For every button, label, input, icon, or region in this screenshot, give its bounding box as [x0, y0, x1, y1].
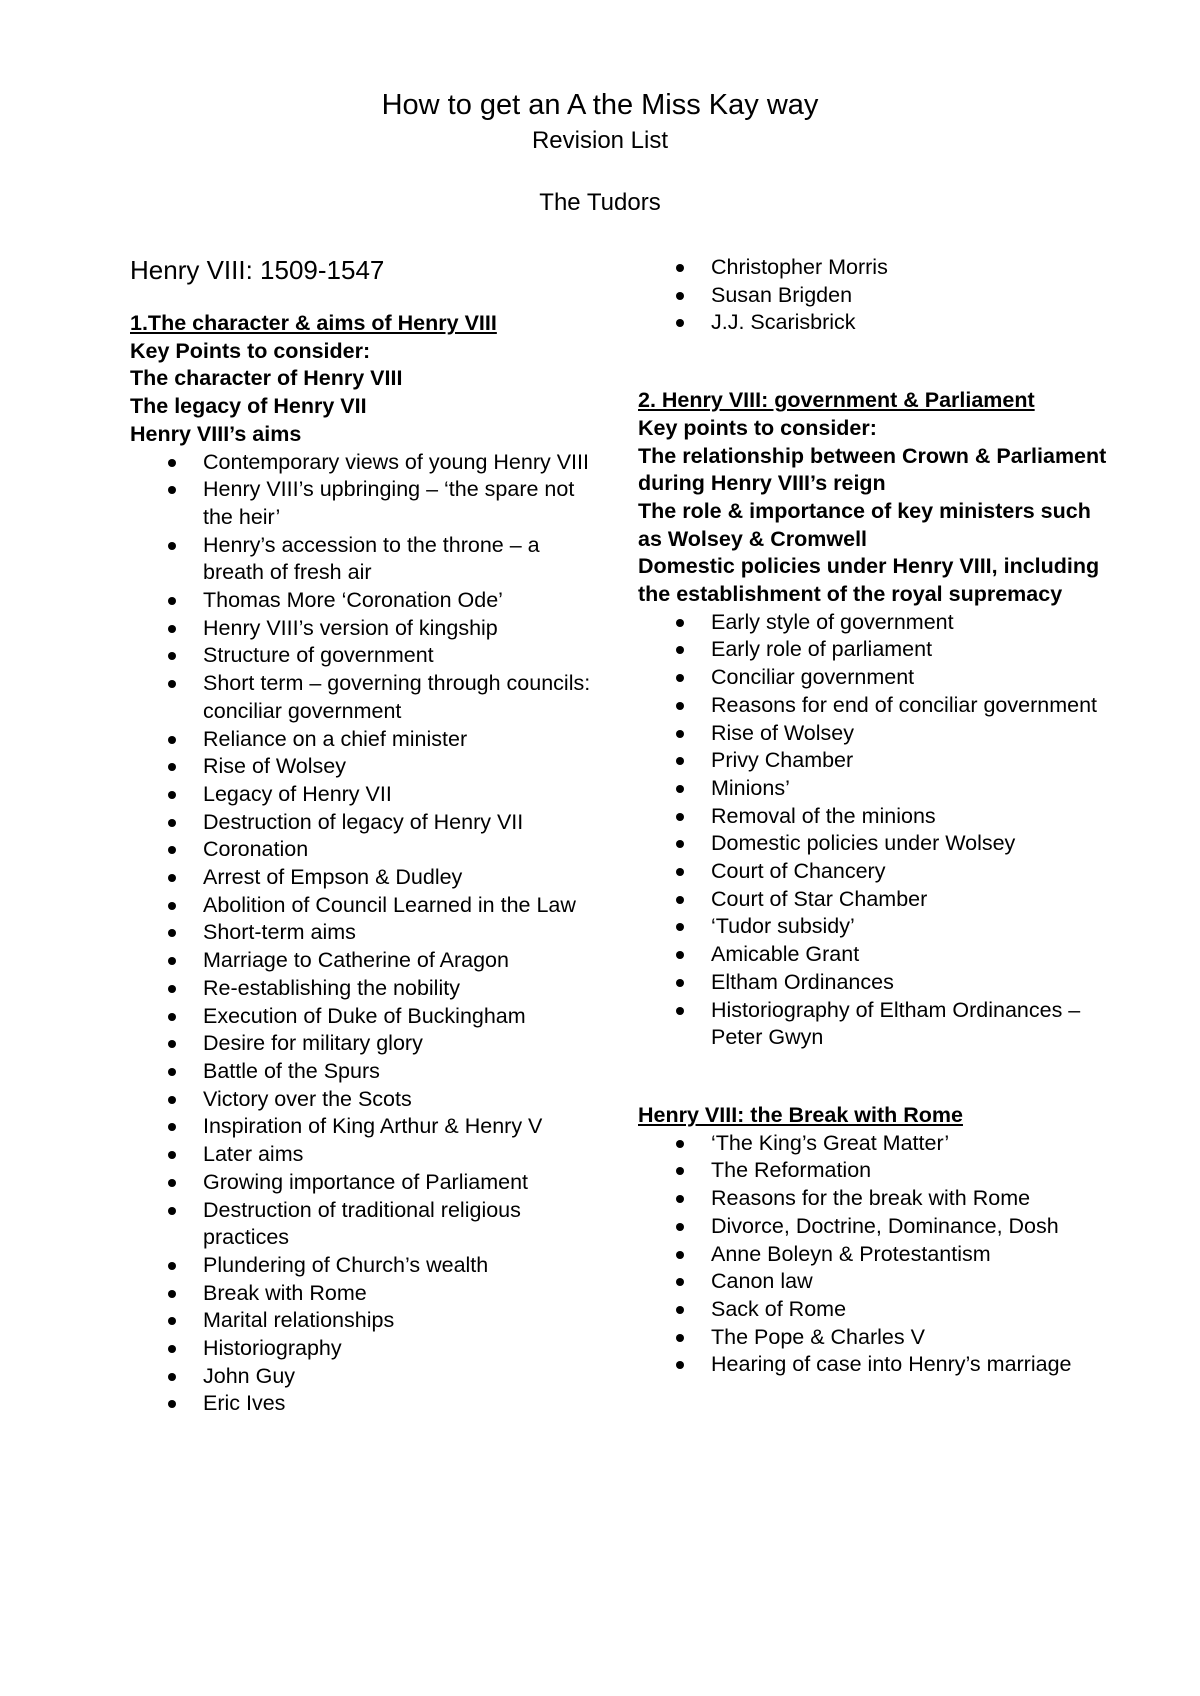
section-1-list: [130, 449, 600, 1419]
list-item-text: Domestic policies under Wolsey: [711, 831, 1016, 856]
list-item-text: Reasons for the break with Rome: [711, 1186, 1031, 1211]
list-item-text: Desire for military glory: [203, 1031, 423, 1056]
bullet-icon: [168, 1040, 176, 1048]
list-item-text: Destruction of traditional religious practices: [203, 1197, 521, 1250]
list-item: [638, 1268, 1108, 1296]
list-item: [638, 858, 1108, 886]
bullet-icon: [168, 902, 176, 910]
bullet-icon: [676, 979, 684, 987]
bullet-icon: [676, 896, 684, 904]
list-item-text: The Reformation: [711, 1158, 872, 1183]
list-item: [130, 864, 600, 892]
bullet-icon: [168, 1013, 176, 1021]
bullet-icon: [168, 597, 176, 605]
list-item: [130, 1141, 600, 1169]
bullet-icon: [168, 1151, 176, 1159]
list-item: [130, 1307, 600, 1335]
bullet-icon: [168, 652, 176, 660]
bullet-icon: [676, 702, 684, 710]
key-point-line: The role & importance of key ministers such as Wolsey & Cromwell: [638, 498, 1091, 551]
bullet-icon: [676, 1334, 684, 1342]
key-point-line: The relationship between Crown & Parliament during Henry VIII’s reign: [638, 443, 1107, 496]
bullet-icon: [676, 868, 684, 876]
bullet-icon: [168, 791, 176, 799]
list-item-text: Execution of Duke of Buckingham: [203, 1003, 526, 1028]
list-item: [130, 1280, 600, 1308]
list-item-text: Historiography of Eltham Ordinances – Peter Gwyn: [711, 997, 1081, 1050]
list-item-text: Rise of Wolsey: [203, 754, 346, 779]
bullet-icon: [168, 1345, 176, 1353]
list-item-text: Amicable Grant: [711, 942, 860, 967]
bullet-icon: [676, 619, 684, 627]
list-item-text: Historiography: [203, 1336, 342, 1361]
list-item-text: Privy Chamber: [711, 748, 854, 773]
list-item-text: Henry’s accession to the throne – a breath of fresh air: [203, 532, 540, 585]
bullet-icon: [168, 1179, 176, 1187]
section-2-key-points: [638, 415, 1108, 609]
list-item: [638, 969, 1108, 997]
list-item: [130, 1030, 600, 1058]
list-item-text: Rise of Wolsey: [711, 720, 854, 745]
list-item: [130, 1113, 600, 1141]
list-item: [638, 609, 1108, 637]
bullet-icon: [168, 1068, 176, 1076]
list-item: [130, 836, 600, 864]
list-item: [130, 449, 600, 477]
list-item: [130, 781, 600, 809]
list-item-text: Conciliar government: [711, 665, 915, 690]
bullet-icon: [676, 1306, 684, 1314]
section-2-heading: 2. Henry VIII: government & Parliament: [638, 388, 1035, 413]
bullet-icon: [676, 1140, 684, 1148]
list-item-text: Anne Boleyn & Protestantism: [711, 1241, 991, 1266]
list-item: [130, 532, 600, 587]
list-item: [638, 913, 1108, 941]
key-point-line: Domestic policies under Henry VIII, including the establishment of the royal supremacy: [638, 554, 1100, 607]
list-item: [638, 664, 1108, 692]
list-item-text: Marital relationships: [203, 1308, 395, 1333]
list-item-text: Minions’: [711, 775, 790, 800]
bullet-icon: [168, 1262, 176, 1270]
bullet-icon: [168, 985, 176, 993]
list-item: [130, 615, 600, 643]
bullet-icon: [676, 840, 684, 848]
list-item-text: Later aims: [203, 1142, 304, 1167]
bullet-icon: [676, 1195, 684, 1203]
list-item-text: Contemporary views of young Henry VIII: [203, 449, 589, 474]
list-item-text: Canon law: [711, 1269, 813, 1294]
bullet-icon: [676, 757, 684, 765]
list-item-text: John Guy: [203, 1363, 296, 1388]
list-item-text: Court of Chancery: [711, 859, 886, 884]
list-item: [638, 692, 1108, 720]
list-item-text: Arrest of Empson & Dudley: [203, 865, 463, 890]
list-item: [638, 1157, 1108, 1185]
list-item-text: Abolition of Council Learned in the Law: [203, 892, 576, 917]
list-item-text: Short-term aims: [203, 920, 356, 945]
list-item-text: Short term – governing through councils: conciliar government: [203, 671, 591, 723]
bullet-icon: [676, 813, 684, 821]
key-point-line: The legacy of Henry VII: [130, 394, 367, 419]
bullet-icon: [676, 923, 684, 931]
key-point-line: Key Points to consider:: [130, 338, 371, 363]
list-item-text: Growing importance of Parliament: [203, 1169, 529, 1194]
page-subtitle: Revision List: [531, 127, 669, 154]
list-item: [638, 886, 1108, 914]
bullet-icon: [168, 763, 176, 771]
bullet-icon: [168, 1290, 176, 1298]
topic-heading: The Tudors: [539, 189, 661, 216]
list-item: [638, 830, 1108, 858]
bullet-icon: [676, 951, 684, 959]
list-item: [638, 1185, 1108, 1213]
list-item: [130, 1003, 600, 1031]
list-item: [130, 1363, 600, 1391]
bullet-icon: [168, 1123, 176, 1131]
list-item-text: Legacy of Henry VII: [203, 781, 392, 806]
bullet-icon: [676, 264, 684, 272]
list-item-text: Hearing of case into Henry’s marriage: [711, 1352, 1072, 1377]
section-2-list: [638, 609, 1108, 1052]
list-item: [130, 476, 600, 531]
list-item-text: Destruction of legacy of Henry VII: [203, 809, 524, 834]
list-item-text: Victory over the Scots: [203, 1086, 412, 1111]
bullet-icon: [168, 459, 176, 467]
bullet-icon: [676, 1007, 684, 1015]
list-item: [130, 642, 600, 670]
list-item-text: Reliance on a chief minister: [203, 726, 468, 751]
list-item: [130, 1058, 600, 1086]
bullet-icon: [168, 486, 176, 494]
bullet-icon: [168, 819, 176, 827]
list-item-text: Structure of government: [203, 643, 434, 668]
right-column: [638, 254, 1108, 1379]
list-item-text: Break with Rome: [203, 1280, 367, 1305]
list-item-text: The Pope & Charles V: [711, 1324, 925, 1349]
list-item: [130, 919, 600, 947]
section-3-list: [638, 1130, 1108, 1379]
bullet-icon: [168, 1317, 176, 1325]
list-item-text: Eric Ives: [203, 1391, 286, 1416]
list-item: [638, 254, 1108, 282]
key-point-line: Henry VIII’s aims: [130, 421, 302, 446]
bullet-icon: [168, 957, 176, 965]
bullet-icon: [676, 1167, 684, 1175]
list-item-text: ‘The King’s Great Matter’: [711, 1130, 950, 1155]
list-item: [130, 809, 600, 837]
section-1-key-points: [130, 338, 600, 449]
bullet-icon: [168, 1400, 176, 1408]
list-item: [130, 1335, 600, 1363]
bullet-icon: [168, 1373, 176, 1381]
list-item-text: Sack of Rome: [711, 1296, 847, 1321]
list-item-text: Coronation: [203, 837, 309, 862]
list-item: [638, 309, 1108, 337]
list-item-text: Court of Star Chamber: [711, 886, 928, 911]
list-item-text: Inspiration of King Arthur & Henry V: [203, 1114, 543, 1139]
list-item: [130, 892, 600, 920]
list-item: [638, 803, 1108, 831]
bullet-icon: [676, 730, 684, 738]
bullet-icon: [676, 1251, 684, 1259]
key-point-line: The character of Henry VIII: [130, 366, 403, 391]
section-3-heading: Henry VIII: the Break with Rome: [638, 1102, 963, 1127]
list-item-text: Battle of the Spurs: [203, 1058, 380, 1083]
bullet-icon: [168, 874, 176, 882]
list-item: [130, 753, 600, 781]
list-item-text: Henry VIII’s version of kingship: [203, 615, 498, 640]
bullet-icon: [168, 625, 176, 633]
list-item: [130, 726, 600, 754]
list-item-text: Reasons for end of conciliar government: [711, 692, 1098, 717]
list-item-text: Divorce, Doctrine, Dominance, Dosh: [711, 1213, 1059, 1238]
list-item-text: J.J. Scarisbrick: [711, 310, 856, 335]
left-column: [130, 254, 600, 1418]
list-item: [638, 1296, 1108, 1324]
list-item-text: Susan Brigden: [711, 282, 853, 307]
bullet-icon: [676, 1223, 684, 1231]
bullet-icon: [676, 646, 684, 654]
bullet-icon: [676, 1278, 684, 1286]
bullet-icon: [168, 1096, 176, 1104]
list-item-text: Marriage to Catherine of Aragon: [203, 948, 509, 973]
list-item: [130, 947, 600, 975]
list-item: [130, 1197, 600, 1252]
list-item-text: Re-establishing the nobility: [203, 975, 460, 1000]
list-item: [130, 1086, 600, 1114]
list-item-text: Removal of the minions: [711, 803, 936, 828]
list-item-text: Eltham Ordinances: [711, 969, 894, 994]
list-item-text: Thomas More ‘Coronation Ode’: [203, 588, 503, 613]
bullet-icon: [676, 1361, 684, 1369]
list-item: [638, 747, 1108, 775]
bullet-icon: [168, 846, 176, 854]
list-item: [638, 720, 1108, 748]
list-item-text: ‘Tudor subsidy’: [711, 914, 855, 939]
page-title: How to get an A the Miss Kay way: [381, 89, 819, 121]
list-item: [638, 1324, 1108, 1352]
bullet-icon: [168, 542, 176, 550]
list-item: [130, 1390, 600, 1418]
section-1-heading: 1.The character & aims of Henry VIII: [130, 311, 497, 335]
list-item-text: Early style of government: [711, 609, 954, 634]
list-item: [638, 941, 1108, 969]
list-item: [638, 775, 1108, 803]
list-item: [638, 1213, 1108, 1241]
list-item: [130, 670, 600, 725]
list-item: [638, 282, 1108, 310]
list-item-text: Christopher Morris: [711, 255, 888, 279]
bullet-icon: [168, 736, 176, 744]
list-item-text: Early role of parliament: [711, 637, 933, 662]
list-item: [638, 997, 1108, 1052]
bullet-icon: [168, 929, 176, 937]
list-item: [130, 1169, 600, 1197]
bullet-icon: [676, 319, 684, 327]
bullet-icon: [676, 292, 684, 300]
historians-list-continued: [638, 254, 1108, 337]
list-item-text: Henry VIII’s upbringing – ‘the spare not the heir’: [203, 477, 575, 529]
key-point-line: Key points to consider:: [638, 415, 877, 440]
bullet-icon: [676, 674, 684, 682]
list-item: [638, 1241, 1108, 1269]
list-item: [638, 1130, 1108, 1158]
reign-heading: Henry VIII: 1509-1547: [130, 255, 385, 285]
list-item-text: Plundering of Church’s wealth: [203, 1252, 489, 1277]
list-item: [638, 636, 1108, 664]
list-item: [638, 1351, 1108, 1379]
bullet-icon: [676, 785, 684, 793]
list-item: [130, 587, 600, 615]
bullet-icon: [168, 1207, 176, 1215]
list-item: [130, 1252, 600, 1280]
bullet-icon: [168, 680, 176, 688]
list-item: [130, 975, 600, 1003]
